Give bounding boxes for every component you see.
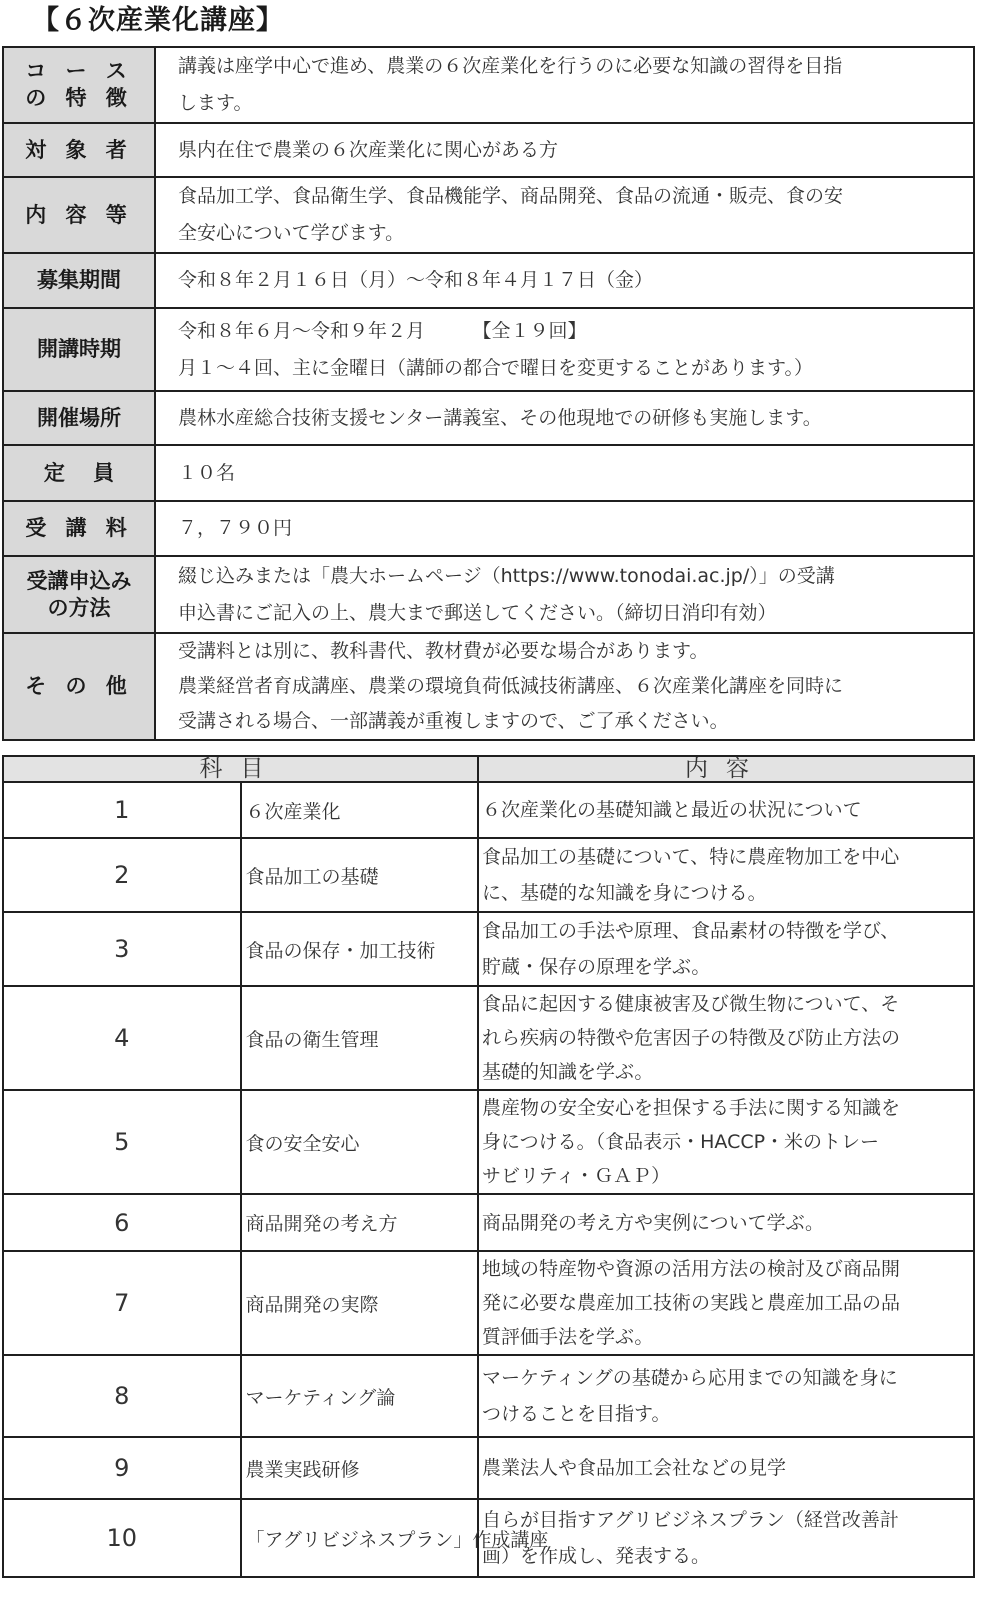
course-content-line: マーケティングの基礎から応用までの知識を身に [482,1367,898,1389]
info-value [155,445,974,501]
course-number: 10 [3,1499,241,1577]
info-value-line: 全安心について学びます。 [178,222,405,244]
course-row [3,1194,974,1251]
info-value [155,253,974,308]
course-content-line: 商品開発の考え方や実例について学ぶ。 [482,1211,825,1234]
course-number: 5 [3,1090,241,1194]
info-value-line: 受講される場合、一部講義が重複しますので、ご了承ください。 [178,710,729,732]
info-value-line: 令和８年２月１６日（月）～令和８年４月１７日（金） [178,269,654,291]
info-row [3,633,974,740]
course-content-line: 食品加工の手法や原理、食品素材の特徴を学び、 [482,920,900,942]
course-content-line: 農業法人や食品加工会社などの見学 [482,1457,787,1479]
course-content-line: 基礎的知識を学ぶ。 [482,1061,654,1083]
course-content [478,986,974,1090]
info-label-line: 受 講 料 [25,516,133,540]
info-value [155,47,974,123]
info-label [3,308,155,391]
course-number: 3 [3,912,241,986]
info-label [3,633,155,740]
info-value-line: 綴じ込みまたは「農大ホームページ（https://www.tonodai.ac.jp/）」の受講 [178,564,835,587]
info-value-line: ７，７９０円 [178,517,293,539]
info-label [3,501,155,556]
info-value-line: １０名 [178,461,236,484]
info-label-line: 募集期間 [37,268,121,292]
course-content [478,1437,974,1499]
page-title: 【６次産業化講座】 [32,5,284,36]
info-row [3,47,974,123]
info-label-line: 内 容 等 [25,202,133,227]
course-content [478,1251,974,1355]
course-row [3,782,974,838]
curriculum-header-row [3,756,974,782]
info-label [3,391,155,445]
info-label-line: 対 象 者 [25,137,133,162]
course-content-line: 食品加工の基礎について、特に農産物加工を中心 [482,846,900,868]
info-value [155,177,974,253]
course-content-line: 貯蔵・保存の原理を学ぶ。 [482,956,711,978]
info-label-line: 定 員 [43,460,115,485]
info-row [3,501,974,556]
info-label-line: の方法 [47,595,111,620]
info-label [3,253,155,308]
info-label-line: そ の 他 [25,674,133,698]
course-row [3,986,974,1090]
course-number: 1 [3,782,241,838]
info-value [155,501,974,556]
info-row [3,556,974,633]
header-content: 内容 [478,756,974,782]
info-value [155,308,974,391]
course-content [478,782,974,838]
course-subject: マーケティング論 [241,1355,479,1437]
course-number: 7 [3,1251,241,1355]
info-value-line: 月１～４回、主に金曜日（講師の都合で曜日を変更することがあります。） [178,356,813,379]
curriculum-table [2,755,975,1578]
course-content-line: サビリティ・ＧＡＰ） [482,1165,671,1187]
info-value-line: 受講料とは別に、教科書代、教材費が必要な場合があります。 [178,640,709,662]
info-row [3,445,974,501]
course-subject: 食品の衛生管理 [241,986,479,1090]
course-content-line: ６次産業化の基礎知識と最近の状況について [482,799,862,821]
info-row [3,123,974,177]
course-subject: 農業実践研修 [241,1437,479,1499]
info-value-line: 食品加工学、食品衛生学、食品機能学、商品開発、食品の流通・販売、食の安 [178,185,844,207]
course-subject: 食品の保存・加工技術 [241,912,479,986]
course-content-line: 発に必要な農産加工技術の実践と農産加工品の品 [482,1292,901,1314]
course-row [3,838,974,912]
course-content-line: 食品に起因する健康被害及び微生物について、そ [482,993,900,1015]
course-content [478,838,974,912]
info-value [155,556,974,633]
info-label [3,47,155,123]
course-content-line: 自らが目指すアグリビジネスプラン（経営改善計 [482,1509,899,1531]
course-row [3,1499,974,1577]
info-value-line: 県内在住で農業の６次産業化に関心がある方 [178,138,559,161]
info-label-line: の 特 徴 [25,86,133,110]
course-subject: 商品開発の実際 [241,1251,479,1355]
info-label-line: 受講申込み [26,568,132,593]
info-value-line: 農林水産総合技術支援センター講義室、その他現地での研修も実施します。 [178,406,822,429]
course-content [478,1090,974,1194]
course-row [3,1437,974,1499]
course-row [3,1251,974,1355]
course-number: 8 [3,1355,241,1437]
course-number: 9 [3,1437,241,1499]
info-label [3,445,155,501]
course-content-line: 画）を作成し、発表する。 [482,1545,711,1567]
course-info-table [2,46,975,741]
course-content [478,1194,974,1251]
info-row [3,391,974,445]
info-label [3,177,155,253]
course-content-line: 質評価手法を学ぶ。 [482,1326,654,1348]
info-value-line: 令和８年６月～令和９年２月 【全１９回】 [178,319,587,342]
info-value [155,633,974,740]
info-value-line: します。 [178,92,253,114]
course-row [3,1355,974,1437]
info-label-line: 開講時期 [37,337,121,361]
info-value-line: 農業経営者育成講座、農業の環境負荷低減技術講座、６次産業化講座を同時に [178,675,844,697]
course-content [478,1499,974,1577]
course-row [3,1090,974,1194]
course-subject: 商品開発の考え方 [241,1194,479,1251]
course-number: 4 [3,986,241,1090]
course-content-line: 農産物の安全安心を担保する手法に関する知識を [482,1097,901,1119]
course-content-line: に、基礎的な知識を身につける。 [482,882,767,904]
info-value-line: 申込書にご記入の上、農大まで郵送してください。（締切日消印有効） [178,601,777,624]
info-value [155,123,974,177]
course-content [478,912,974,986]
course-content [478,1355,974,1437]
info-label-line: 開催場所 [37,405,121,430]
info-label [3,123,155,177]
header-subject: 科目 [3,756,478,782]
info-label-line: コ ー ス [25,59,133,83]
course-content-line: 地域の特産物や資源の活用方法の検討及び商品開 [482,1258,901,1280]
info-value [155,391,974,445]
course-subject: 食品加工の基礎 [241,838,479,912]
course-content-line: つけることを目指す。 [482,1403,671,1425]
course-number: 2 [3,838,241,912]
course-subject: 食の安全安心 [241,1090,479,1194]
info-row [3,177,974,253]
course-content-line: れら疾病の特徴や危害因子の特徴及び防止方法の [482,1027,901,1049]
course-subject: ６次産業化 [241,782,479,838]
course-row [3,912,974,986]
info-row [3,253,974,308]
course-subject: 「アグリビジネスプラン」作成講座 [241,1499,479,1577]
info-row [3,308,974,391]
course-number: 6 [3,1194,241,1251]
course-content-line: 身につける。（食品表示・HACCP・米のトレー [482,1131,880,1153]
info-value-line: 講義は座学中心で進め、農業の６次産業化を行うのに必要な知識の習得を目指 [178,55,843,77]
info-label [3,556,155,633]
